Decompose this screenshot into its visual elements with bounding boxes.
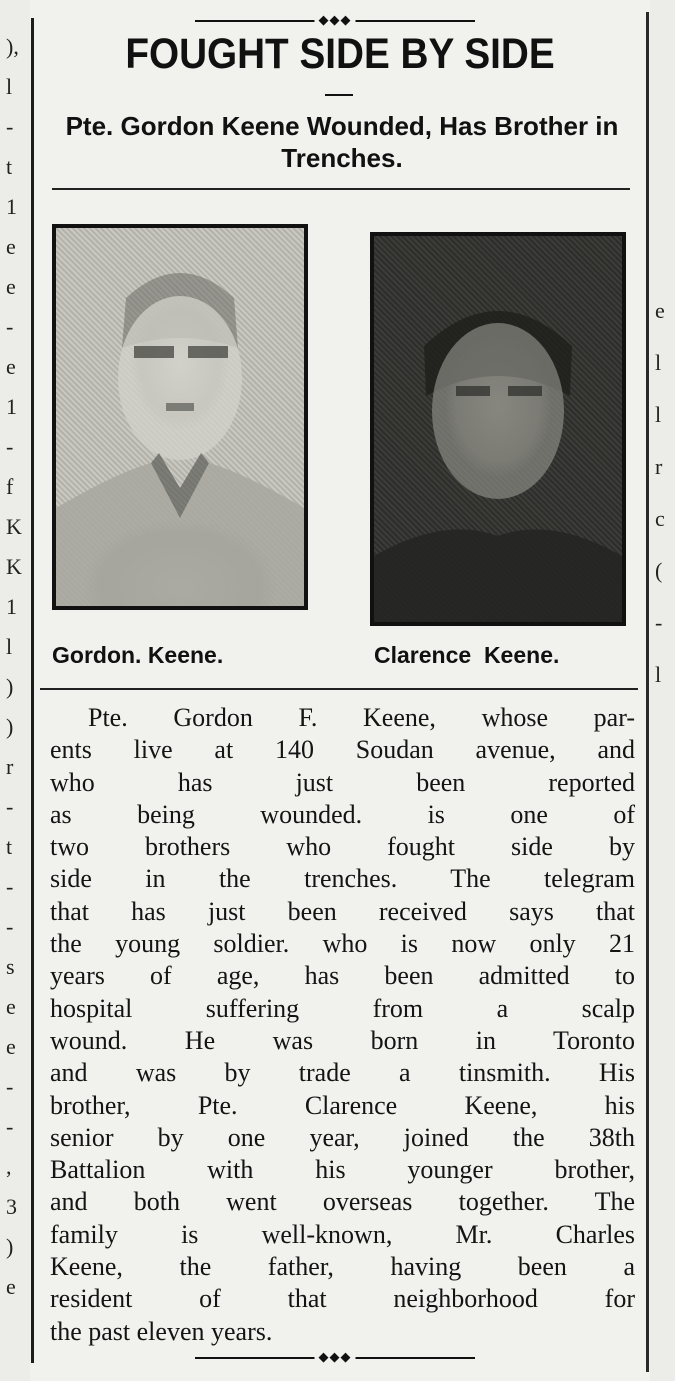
left-fragment: e (6, 1034, 16, 1059)
photo-gordon-keene (52, 224, 308, 610)
left-fragment: e (6, 1274, 16, 1299)
photo-clarence-keene (370, 232, 626, 626)
left-fragment: ) (6, 1234, 14, 1259)
ornament-glyphs-bottom: ◆◆◆ (315, 1351, 356, 1365)
body-line: that has just been received says that (50, 896, 635, 926)
left-fragment: K (6, 554, 22, 579)
left-fragment: ), (6, 34, 19, 59)
body-line: two brothers who fought side by (50, 832, 635, 862)
body-line: senior by one year, joined the 38th (50, 1122, 635, 1152)
column-rule-right (646, 12, 649, 1372)
adjacent-column-right (650, 0, 675, 1381)
right-fragment: l (655, 662, 662, 687)
left-fragment: - (6, 794, 14, 819)
right-fragment: l (655, 402, 662, 427)
left-fragment: l (6, 74, 13, 99)
portrait-silhouette-left (56, 228, 304, 606)
ornament-glyphs: ◆◆◆ (315, 14, 356, 28)
left-fragment: 1 (6, 194, 17, 219)
left-fragment: K (6, 514, 22, 539)
headline: FOUGHT SIDE BY SIDE (125, 30, 555, 78)
left-fragment: - (6, 114, 14, 139)
left-fragment: e (6, 354, 16, 379)
body-line: and both went overseas together. The (50, 1187, 635, 1217)
headline-divider (325, 94, 353, 96)
body-line: Battalion with his younger brother, (50, 1155, 635, 1185)
right-fragment: l (655, 350, 662, 375)
left-fragment: r (6, 754, 14, 779)
subheadline-divider (52, 188, 630, 190)
article-body (50, 702, 635, 1348)
body-line: as being wounded. is one of (50, 799, 635, 829)
left-fragment: - (6, 874, 14, 899)
body-line: side in the trenches. The telegram (50, 864, 635, 894)
left-fragment: ) (6, 674, 14, 699)
right-fragment: c (655, 506, 665, 531)
caption-clarence-keene: Clarence Keene. (374, 642, 560, 668)
body-line: the young soldier. who is now only 21 (50, 929, 635, 959)
bottom-ornament-rule (195, 1351, 475, 1365)
left-fragment: - (6, 314, 14, 339)
left-fragment: 3 (6, 1194, 17, 1219)
body-line: the past eleven years. (50, 1316, 273, 1346)
caption-divider (40, 688, 638, 690)
body-line: brother, Pte. Clarence Keene, his (50, 1090, 635, 1120)
subheadline: Pte. Gordon Keene Wounded, Has Brother in Trenches. (65, 111, 619, 173)
body-line: wound. He was born in Toronto (50, 1025, 635, 1055)
right-fragment: ( (655, 558, 663, 583)
left-fragment: f (6, 474, 14, 499)
left-fragment: - (6, 914, 14, 939)
left-fragment: e (6, 234, 16, 259)
left-fragment: 1 (6, 394, 17, 419)
body-line: ents live at 140 Soudan avenue, and (50, 735, 635, 765)
left-fragment: - (6, 1114, 14, 1139)
left-fragment: - (6, 1074, 14, 1099)
left-fragment: t (6, 154, 13, 179)
left-fragment: e (6, 274, 16, 299)
body-line: and was by trade a tinsmith. His (50, 1058, 635, 1088)
left-fragment: t (6, 834, 13, 859)
body-line: years of age, has been admitted to (50, 961, 635, 991)
body-line: family is well-known, Mr. Charles (50, 1219, 635, 1249)
left-fragment: 1 (6, 594, 17, 619)
left-fragment: s (6, 954, 15, 979)
top-ornament-rule (195, 14, 475, 28)
body-line: hospital suffering from a scalp (50, 993, 635, 1023)
body-line: Pte. Gordon F. Keene, whose par- (88, 703, 635, 732)
left-fragment: e (6, 994, 16, 1019)
right-fragment: - (655, 610, 663, 635)
body-line: Keene, the father, having been a (50, 1252, 635, 1282)
left-fragment: l (6, 634, 13, 659)
column-rule-left (31, 18, 34, 1363)
body-line: resident of that neighborhood for (50, 1284, 635, 1314)
right-fragment: e (655, 298, 665, 323)
portrait-silhouette-right (374, 236, 622, 622)
caption-gordon-keene: Gordon. Keene. (52, 642, 224, 668)
body-line: who has just been reported (50, 767, 635, 797)
left-fragment: - (6, 434, 14, 459)
left-fragment: ) (6, 714, 14, 739)
left-fragment: , (6, 1154, 12, 1179)
right-fragment: r (655, 454, 663, 479)
